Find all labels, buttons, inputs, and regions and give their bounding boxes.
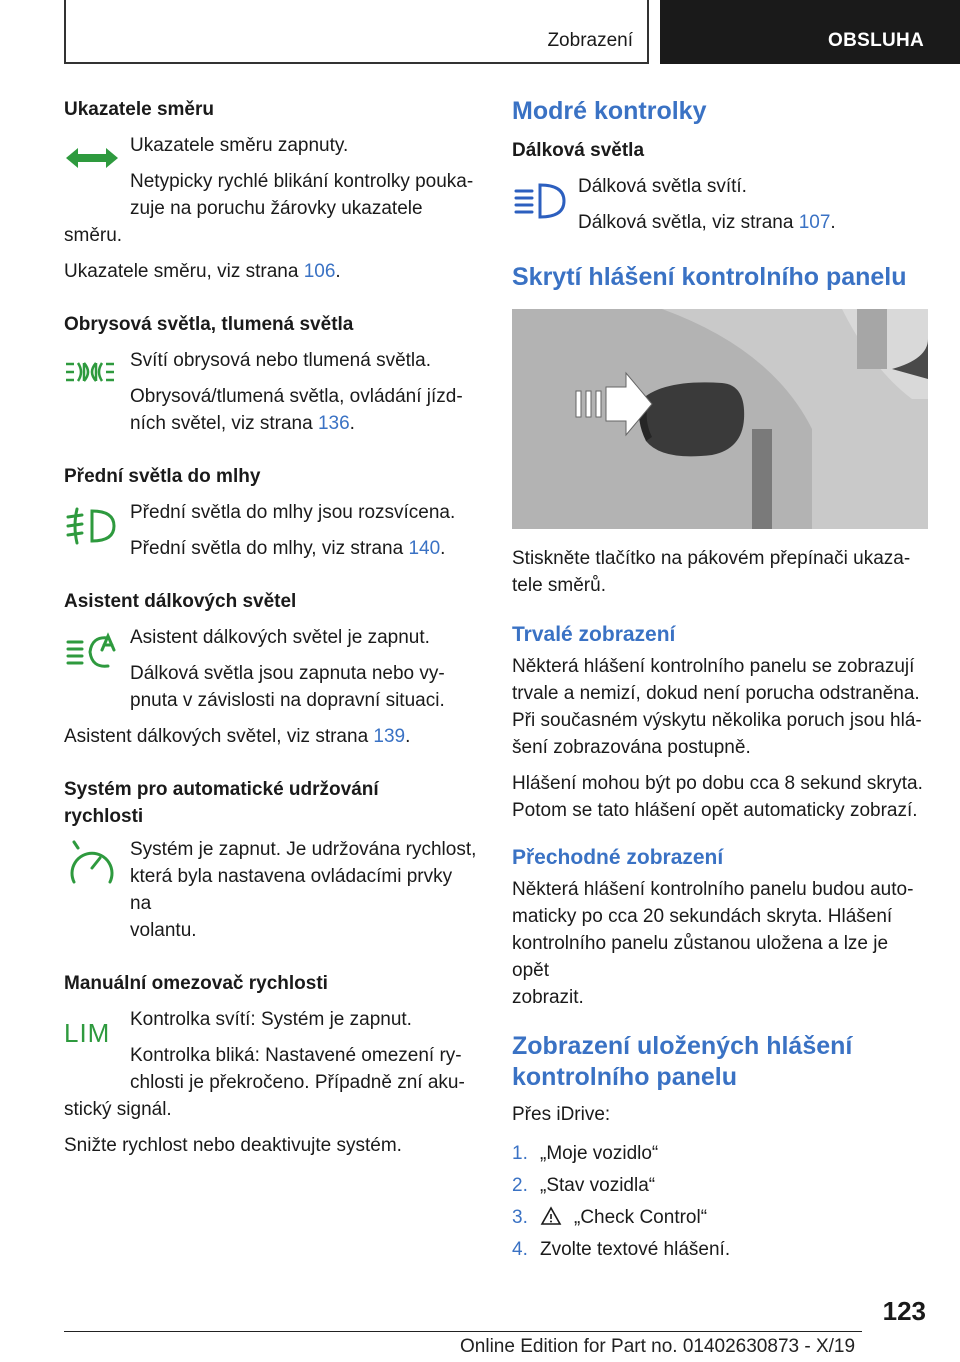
list-item <box>512 1172 930 1199</box>
turn-signal-text-2b: zuje na poruchu žárovky ukazatele <box>130 198 423 219</box>
stored-messages-heading <box>512 1031 930 1093</box>
turn-signal-title: Ukazatele směru <box>64 99 214 120</box>
parking-lights-title: Obrysová světla, tlumená světla <box>64 314 354 335</box>
list-item <box>512 1140 930 1167</box>
permanent-text-2a: Hlášení mohou být po dobu cca 8 sekund skryta. <box>512 773 923 794</box>
stored-messages-heading-b: kontrolního panelu <box>512 1063 737 1091</box>
high-beam-assist-title: Asistent dálkových světel <box>64 591 297 612</box>
turn-signal-page-link[interactable]: 106 <box>303 261 336 282</box>
photo-caption-a: Stiskněte tlačítko na pákovém přepínači ukaza- <box>512 548 911 569</box>
turn-signal-text-2a: Netypicky rychlé blikání kontrolky pouka- <box>130 171 474 192</box>
permanent-display-section <box>512 621 930 824</box>
high-beam-assist-text-1: Asistent dálkových světel je zapnut. <box>130 627 430 648</box>
step-number: 2. <box>512 1175 528 1196</box>
speed-limiter-text-2c: stický signál. <box>64 1099 172 1120</box>
fog-lights-section: Přední světla do mlhy Přední světla do mlhy jsou rozsvícena. Přední světla do mlhy, viz strana 140. <box>64 463 478 562</box>
stalk-button-photo <box>512 309 928 529</box>
transient-text-1d: zobrazit. <box>512 987 584 1008</box>
header-frame <box>64 0 649 64</box>
cruise-control-title-a: Systém pro automatické udržování <box>64 779 379 800</box>
parking-lights-text-2a: Obrysová/tlumená světla, ovládání jízd- <box>130 386 463 407</box>
blue-indicators-heading: Modré kontrolky <box>512 97 707 125</box>
permanent-text-1a: Některá hlášení kontrolního panelu se zobrazují <box>512 656 915 677</box>
hide-messages-heading: Skrytí hlášení kontrolního panelu <box>512 263 907 291</box>
stored-messages-section <box>512 1031 930 1263</box>
permanent-text-1c: Při současném výskytu několika poruch jsou hlá- <box>512 710 922 731</box>
cruise-control-icon <box>64 840 120 888</box>
steps-list <box>512 1140 930 1263</box>
turn-signal-text-1: Ukazatele směru zapnuty. <box>130 135 349 156</box>
page-number: 123 <box>882 1296 926 1326</box>
footer-text: Online Edition for Part no. 01402630873 - X/19 <box>460 1336 856 1357</box>
stored-messages-intro: Přes iDrive: <box>512 1104 611 1125</box>
permanent-text-1b: trvale a nemizí, dokud není porucha odstraněna. <box>512 683 920 704</box>
chapter-tab-label: OBSLUHA <box>828 30 925 51</box>
parking-lights-text-2b: ních světel, viz strana <box>130 413 318 434</box>
right-column <box>512 96 930 1268</box>
cruise-control-text-1a: Systém je zapnut. Je udržována rychlost, <box>130 839 477 860</box>
step-text: „Check Control“ <box>574 1207 708 1228</box>
turn-signal-section: Ukazatele směru Ukazatele směru zapnuty. Netypicky rychlé blikání kontrolky pouka- zuje na poruchu žárovky ukazatele směru. Ukazatele směru, viz strana 106. <box>64 96 478 285</box>
high-beam-assist-text-2a: Dálková světla jsou zapnuta nebo vy- <box>130 663 445 684</box>
parking-lights-section: Obrysová světla, tlumená světla Svítí obrysová nebo tlumená světla. Obrysová/tlumená světla, ovládání jízd- ních světel, viz strana 136. <box>64 311 478 437</box>
speed-limiter-text-2a: Kontrolka bliká: Nastavené omezení ry- <box>130 1045 462 1066</box>
step-number: 1. <box>512 1143 528 1164</box>
left-column <box>64 96 478 1185</box>
speed-limiter-text-2b: chlosti je překročeno. Případně zní aku- <box>130 1072 465 1093</box>
limiter-icon: LIM <box>64 1018 111 1048</box>
high-beam-section: Dálková světla Dálková světla svítí. Dálková světla, viz strana 107. <box>512 137 930 236</box>
transient-display-title: Přechodné zobrazení <box>512 846 724 869</box>
step-text: „Moje vozidlo“ <box>540 1143 659 1164</box>
permanent-text-2b: Potom se tato hlášení opět automaticky zobrazí. <box>512 800 918 821</box>
step-number: 4. <box>512 1239 528 1260</box>
transient-text-1a: Některá hlášení kontrolního panelu budou auto- <box>512 879 914 900</box>
turn-signal-icon <box>64 146 120 170</box>
high-beam-assist-text-2b: pnuta v závislosti na dopravní situaci. <box>130 690 445 711</box>
high-beam-title: Dálková světla <box>512 140 645 161</box>
parking-lights-icon <box>64 359 116 385</box>
fog-light-icon <box>64 505 118 547</box>
cruise-control-section <box>64 776 478 944</box>
fog-lights-text-1: Přední světla do mlhy jsou rozsvícena. <box>130 502 456 523</box>
fog-lights-ref: Přední světla do mlhy, viz strana <box>130 538 409 559</box>
transient-display-section <box>512 844 930 1011</box>
fog-lights-page-link[interactable]: 140 <box>408 538 441 559</box>
speed-limiter-text-3: Snižte rychlost nebo deaktivujte systém. <box>64 1135 402 1156</box>
high-beam-assist-ref: Asistent dálkových světel, viz strana <box>64 726 374 747</box>
cruise-control-text-1b: která byla nastavena ovládacími prvky na <box>130 866 453 914</box>
speed-limiter-text-1: Kontrolka svítí: Systém je zapnut. <box>130 1009 412 1030</box>
turn-signal-text-2c: směru. <box>64 225 123 246</box>
fog-lights-title: Přední světla do mlhy <box>64 466 261 487</box>
photo-caption-b: tele směrů. <box>512 575 606 596</box>
parking-lights-text-1: Svítí obrysová nebo tlumená světla. <box>130 350 431 371</box>
step-text: „Stav vozidla“ <box>540 1175 656 1196</box>
cruise-control-text-1c: volantu. <box>130 920 197 941</box>
list-item <box>512 1236 930 1263</box>
permanent-display-title: Trvalé zobrazení <box>512 623 676 646</box>
transient-text-1b: maticky po cca 20 sekundách skryta. Hlášení <box>512 906 893 927</box>
transient-text-1c: kontrolního panelu zůstanou uložena a lze je opět <box>512 933 889 981</box>
stalk-illustration <box>512 309 928 529</box>
high-beam-icon <box>512 179 568 223</box>
cruise-control-title-b: rychlosti <box>64 806 144 827</box>
parking-lights-page-link[interactable]: 136 <box>317 413 350 434</box>
warning-triangle-icon <box>540 1206 562 1226</box>
speed-limiter-section <box>64 970 478 1159</box>
high-beam-page-link[interactable]: 107 <box>798 212 831 233</box>
list-item <box>512 1204 930 1231</box>
high-beam-ref: Dálková světla, viz strana <box>578 212 799 233</box>
high-beam-assist-page-link[interactable]: 139 <box>373 726 406 747</box>
step-text: Zvolte textové hlášení. <box>540 1239 731 1260</box>
footer-divider <box>64 1331 862 1332</box>
step-number: 3. <box>512 1207 528 1228</box>
chapter-tab <box>660 0 960 64</box>
turn-signal-ref: Ukazatele směru, viz strana <box>64 261 304 282</box>
speed-limiter-title: Manuální omezovač rychlosti <box>64 973 328 994</box>
high-beam-text-1: Dálková světla svítí. <box>578 176 747 197</box>
permanent-text-1d: šení zobrazována postupně. <box>512 737 751 758</box>
cruise-control-title <box>64 776 478 830</box>
stored-messages-heading-a: Zobrazení uložených hlášení <box>512 1032 853 1060</box>
high-beam-assist-icon <box>64 630 118 674</box>
high-beam-assist-section: Asistent dálkových světel Asistent dálkových světel je zapnut. Dálková světla jsou zapnuta nebo vy- pnuta v závislosti na dopravní situaci. Asistent dálkových světel, viz strana 139. <box>64 588 478 750</box>
section-title: Zobrazení <box>547 30 633 51</box>
